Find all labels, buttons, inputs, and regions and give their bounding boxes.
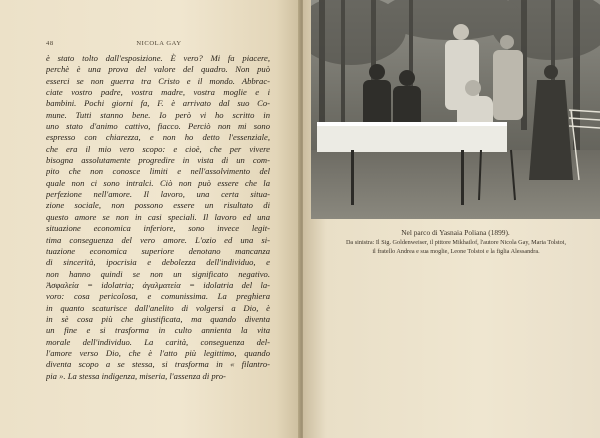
running-head — [46, 40, 272, 50]
text-line: quale non ci sono intralci. Ciò non può essere che la — [46, 177, 270, 188]
text-line: ciate vostro padre, vostra madre, vostra moglie e i — [46, 87, 270, 98]
text-line: è stato tolto dall'esposizione. È vero? Mi fa piacere, — [46, 53, 270, 63]
text-line: bisogna assolutamente progredire in vista di un com- — [46, 155, 270, 166]
text-line: pia ». La stessa indigenza, miseria, l'assenza di pro- — [46, 370, 226, 381]
photograph-image — [311, 0, 600, 219]
text-line: questo amore se non in casi speciali. Il lavoro ed una — [46, 211, 270, 222]
photo-caption-title: Nel parco di Yasnaia Poliana (1899). — [401, 228, 510, 237]
text-line: che era il mio vero scopo: e cioè, che per vivere — [46, 143, 270, 154]
historical-photograph — [311, 0, 600, 219]
text-line: un fine e si trasforma in culto annienta la vita — [46, 325, 270, 336]
text-line: bambini. Pochi giorni fa, F. è arrivato dal suo Co- — [46, 98, 270, 109]
text-line: tuazione economica superiore denotano mancanza — [46, 245, 270, 256]
text-line: situazione economica inferiore, sono invece legit- — [46, 223, 270, 234]
text-line: zione sociale, non possono essere un risultato di — [46, 200, 270, 211]
text-line: uno stato d'animo cattivo, fiacco. Perciò non mi sono — [46, 121, 270, 132]
photo-caption — [318, 238, 594, 256]
text-line: non hanno quindi se non un significato negativo. — [46, 268, 270, 279]
text-line: di sincerità, ipocrisia e debolezza dell'individuo, e — [46, 257, 270, 268]
letter-text — [46, 53, 270, 382]
text-line: in quanto scaturisce dall'anelito di volgersi a Dio, è — [46, 302, 270, 313]
text-line: perchè è una prova del valore del quadro. Non può — [46, 64, 270, 75]
text-line: l'amore verso Dio, che è l'atto più legittimo, quando — [46, 347, 270, 358]
text-line: morale dell'individuo. La carità, conseguenza del- — [46, 336, 270, 347]
text-line: perfezione nell'amore. Il lavoro, una certa situa- — [46, 189, 270, 200]
page-number: 48 — [46, 40, 54, 47]
text-line: mune. Tutti stanno bene. Io però vi ho scritto in — [46, 109, 270, 120]
text-line: diventa scopo a se stessa, si trasforma in « filantro- — [46, 359, 270, 370]
text-line: esserci se non guerra tra Cristo e il mondo. Abbrac- — [46, 75, 270, 86]
running-head-title: NICOLA GAY — [136, 40, 182, 47]
text-line: in sè cosa più che giustificata, ma quando diventa — [46, 313, 270, 324]
text-line: espresso con chiarezza, e non ho detto l'essenziale, — [46, 132, 270, 143]
text-line: tima conseguenza del vero amore. L'ozio ed una si- — [46, 234, 270, 245]
text-line: pito che non conosce limiti e nell'assolvimento del — [46, 166, 270, 177]
text-line: voro: cosa pericolosa, e comunissima. La preghiera — [46, 291, 270, 302]
photo-caption-line: Da sinistra: Il Sig. Goldenweiser, il pittore Mikhailof, l'autore Nicola Gay, Maria Tolstoi, — [345, 239, 567, 246]
photo-caption-line: il fratello Andrea e sua moglie, Leone Tolstoi e la figlia Alessandra. — [372, 248, 540, 255]
text-line: Ἀσφαλεία = idolatria; ἀγαλματεία = idolatria del la- — [46, 279, 270, 290]
